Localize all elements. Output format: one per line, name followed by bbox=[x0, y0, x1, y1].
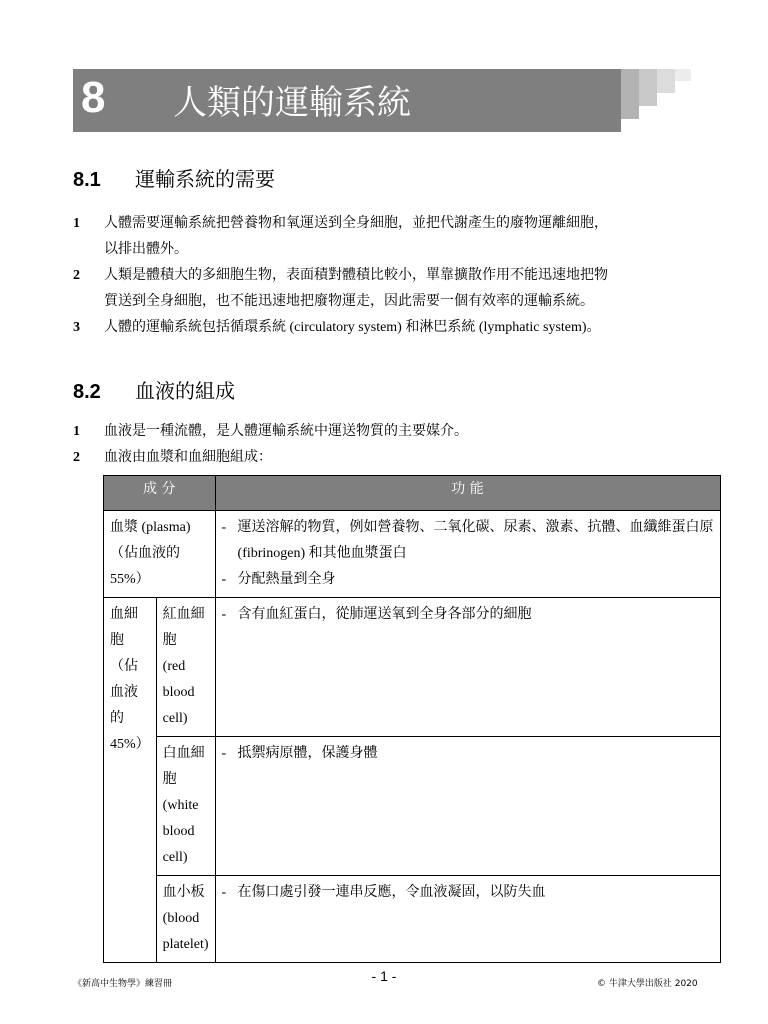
chapter-number: 8 bbox=[81, 73, 106, 122]
item-text: 人體需要運輸系統把營養物和氧運送到全身細胞，並把代謝產生的廢物運離細胞， bbox=[104, 216, 608, 231]
item-number: 3 bbox=[73, 320, 80, 335]
item-number: 2 bbox=[73, 450, 80, 465]
chapter-title: 人類的運輸系統 bbox=[173, 83, 411, 123]
cell-name: 血小板 bbox=[162, 885, 205, 900]
cell-name-en: (white blood cell) bbox=[162, 798, 199, 865]
section-title: 運輸系統的需要 bbox=[135, 167, 275, 191]
item-text: 人體的運輸系統包括循環系統 (circulatory system) 和淋巴系統 (lymphatic system)。 bbox=[104, 320, 601, 335]
section-heading-8-1 bbox=[73, 166, 275, 193]
item-number: 1 bbox=[73, 424, 80, 439]
function-text: 運送溶解的物質，例如營養物、二氧化碳、尿素、激素、抗體、血纖維蛋白原 bbox=[237, 520, 714, 535]
section-number: 8.1 bbox=[73, 169, 101, 191]
item-number: 2 bbox=[73, 268, 80, 283]
table-row: 血細胞 （佔血液的 45%） 紅血細胞 (red blood cell) - 含有血紅蛋白，從肺運送氧到全身各部分的細胞 bbox=[104, 598, 721, 737]
item-text: 質送到全身細胞，也不能迅速地把廢物運走，因此需要一個有效率的運輸系統。 bbox=[104, 294, 594, 309]
header-component: 成 分 bbox=[104, 476, 216, 511]
cells-group-label: 血細胞 bbox=[110, 607, 138, 648]
table-row: 血漿 (plasma) （佔血液的 55%） - 運送溶解的物質，例如營養物、二氧化碳、尿素、激素、抗體、血纖維蛋白原 (fibrinogen) 和其他血漿蛋白 - 分配熱量到全身 bbox=[104, 511, 721, 598]
footer-book-title: 《新高中生物學》練習冊 bbox=[73, 979, 173, 989]
item-text: 以排出體外。 bbox=[104, 242, 188, 257]
table-header-row bbox=[104, 476, 721, 511]
function-text: 含有血紅蛋白，從肺運送氧到全身各部分的細胞 bbox=[237, 607, 532, 622]
footer-copyright: © 牛津大學出版社 2020 bbox=[597, 979, 698, 989]
function-text: 在傷口處引發一連串反應，令血液凝固，以防失血 bbox=[237, 885, 546, 900]
section-heading-8-2 bbox=[73, 378, 235, 405]
cells-group-label: （佔血液的 bbox=[110, 659, 138, 726]
item-text: 血液由血漿和血細胞組成： bbox=[104, 450, 272, 465]
blood-composition-table bbox=[103, 475, 721, 963]
function-text: 抵禦病原體，保護身體 bbox=[237, 746, 378, 761]
table-row: 白血細胞 (white blood cell) - 抵禦病原體，保護身體 bbox=[104, 737, 721, 876]
item-number: 1 bbox=[73, 216, 80, 231]
header-function: 功 能 bbox=[215, 476, 720, 511]
cell-name: 白血細胞 bbox=[162, 746, 205, 787]
plasma-share: （佔血液的 55%） bbox=[110, 546, 180, 587]
plasma-name: 血漿 (plasma) bbox=[110, 520, 191, 535]
cell-name-en: (red blood cell) bbox=[162, 659, 195, 726]
table-row: 血小板 (blood platelet) - 在傷口處引發一連串反應，令血液凝固，以防失血 bbox=[104, 876, 721, 963]
cells-group-label: 45%） bbox=[110, 737, 150, 752]
section-number: 8.2 bbox=[73, 381, 101, 403]
section-title: 血液的組成 bbox=[135, 379, 235, 403]
item-text: 人類是體積大的多細胞生物，表面積對體積比較小，單靠擴散作用不能迅速地把物 bbox=[104, 268, 608, 283]
page-number: - 1 - bbox=[371, 968, 397, 984]
cell-name: 紅血細胞 bbox=[162, 607, 205, 648]
cell-name-en: (blood platelet) bbox=[162, 911, 209, 952]
function-text: (fibrinogen) 和其他血漿蛋白 bbox=[237, 546, 407, 561]
function-text: 分配熱量到全身 bbox=[237, 572, 336, 587]
item-text: 血液是一種流體，是人體運輸系統中運送物質的主要媒介。 bbox=[104, 424, 468, 439]
